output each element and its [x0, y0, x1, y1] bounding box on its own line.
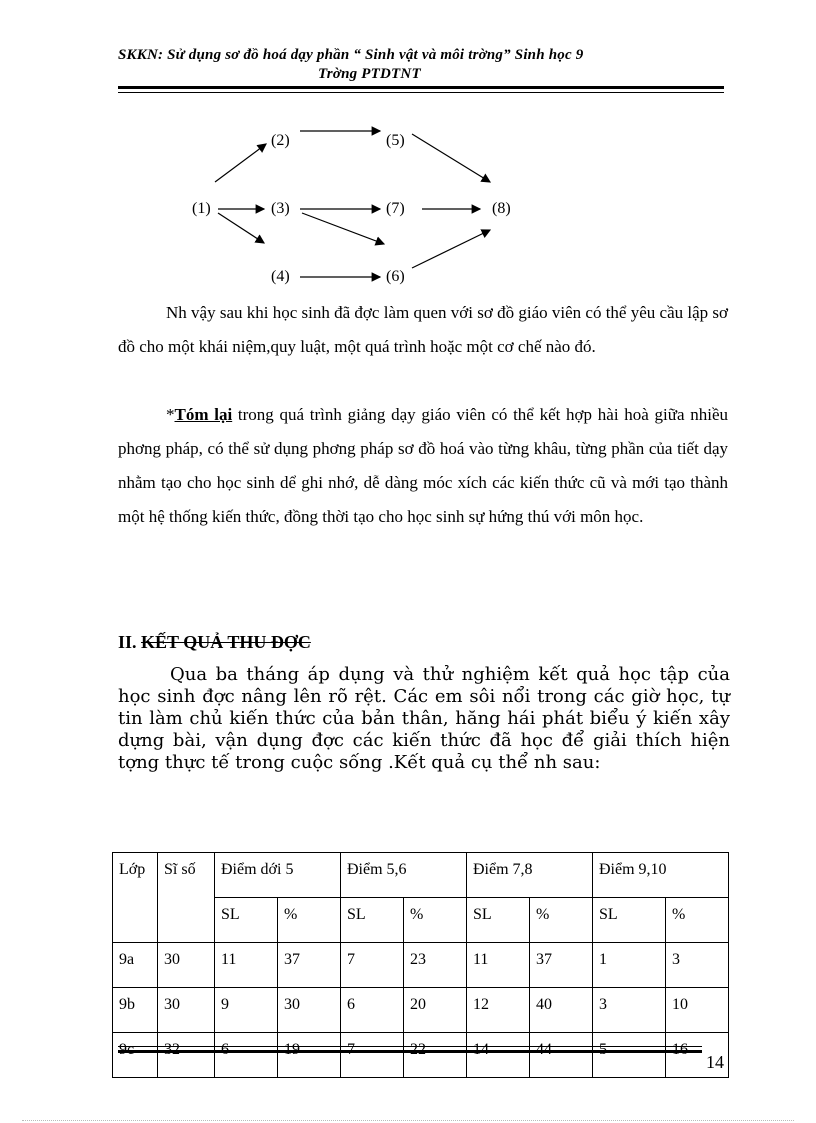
table-cell: [467, 1033, 530, 1078]
table-cell: [278, 1033, 341, 1078]
page-bottom-border: [22, 1120, 794, 1121]
table-cell: [215, 1033, 278, 1078]
summary-text: trong quá trình giảng dạy giáo viên có thể kết hợp hài hoà giữa nhiều phơng pháp, có thể sử dụng phơng pháp sơ đồ hoá vào từng khâu, từng phần của tiết dạy nhằm tạo cho học sinh dể ghi nhớ, dễ dàng móc xích các kiến thức cũ và mới tạo thành một hệ thống kiến thức, đồng thời tạo cho học sinh sự hứng thú với môn học.: [118, 405, 728, 526]
table-cell: 3: [666, 943, 729, 988]
subheader-sl: SL: [467, 898, 530, 943]
arrow-6-8: [412, 230, 490, 268]
section-heading: [118, 632, 311, 653]
table-cell: 30: [278, 988, 341, 1033]
table-cell: 12: [467, 988, 530, 1033]
table-cell: 11: [467, 943, 530, 988]
header-5-6: Điểm 5,6: [341, 853, 467, 898]
node-7: (7): [386, 200, 405, 217]
header-title: SKKN: Sử dụng sơ đồ hoá dạy phần “ Sinh vật và môi trờng” Sinh học 9: [118, 47, 584, 63]
header-count: Sĩ số: [158, 853, 215, 943]
page-number: 14: [706, 1052, 724, 1072]
table-cell: 30: [158, 943, 215, 988]
node-8: (8): [492, 200, 511, 217]
table-cell: 30: [158, 988, 215, 1033]
flow-diagram: [180, 120, 540, 300]
diagram-arrows: [180, 120, 540, 300]
footer-rule: [118, 1046, 702, 1047]
table-cell: 37: [530, 943, 593, 988]
table-row: [113, 1033, 729, 1078]
subheader-percent: %: [666, 898, 729, 943]
node-4: (4): [271, 268, 290, 285]
table-cell: 20: [404, 988, 467, 1033]
table-cell: 3: [593, 988, 666, 1033]
table-cell: 6: [341, 988, 404, 1033]
table-cell: [404, 1033, 467, 1078]
table-cell: 1: [593, 943, 666, 988]
header-rule: [118, 86, 724, 89]
arrow-3-6: [302, 213, 384, 244]
arrow-1-4: [218, 213, 264, 243]
table-row: [113, 943, 729, 988]
subheader-percent: %: [404, 898, 467, 943]
table-cell: 9a: [113, 943, 158, 988]
node-1: (1): [192, 200, 211, 217]
results-table: [112, 852, 729, 1078]
header-rule-thin: [118, 92, 724, 93]
page-header: [118, 46, 718, 84]
paragraph-text: Nh vậy sau khi học sinh đã đợc làm quen với sơ đồ giáo viên có thể yêu cầu lập sơ đồ cho một khái niệm,quy luật, một quá trình hoặc một cơ chế nào đó.: [118, 303, 728, 356]
section-body: [118, 664, 730, 774]
table-cell: [341, 1033, 404, 1078]
table-cell: 23: [404, 943, 467, 988]
subheader-sl: SL: [593, 898, 666, 943]
table-cell: 9: [215, 988, 278, 1033]
table-cell: [158, 1033, 215, 1078]
subheader-sl: SL: [341, 898, 404, 943]
section-title: KẾT QUẢ THU ĐỢC: [141, 632, 311, 652]
table-cell: 7: [341, 943, 404, 988]
table-cell: [593, 1033, 666, 1078]
arrow-5-8: [412, 134, 490, 182]
table-cell: 9b: [113, 988, 158, 1033]
paragraph-summary: [118, 398, 728, 534]
table-cell: 40: [530, 988, 593, 1033]
header-9-10: Điểm 9,10: [593, 853, 729, 898]
table-header-row: [113, 853, 729, 898]
node-2: (2): [271, 132, 290, 149]
summary-asterisk: *: [166, 405, 175, 424]
section-number: II.: [118, 632, 137, 652]
summary-label: Tóm lại: [174, 405, 233, 424]
subheader-sl: SL: [215, 898, 278, 943]
header-class: Lớp: [113, 853, 158, 943]
table-row: [113, 988, 729, 1033]
table-cell: 11: [215, 943, 278, 988]
table-cell: 10: [666, 988, 729, 1033]
arrow-1-2: [215, 144, 266, 182]
header-below-5: Điểm dới 5: [215, 853, 341, 898]
subheader-percent: %: [530, 898, 593, 943]
node-6: (6): [386, 268, 405, 285]
paragraph-sodo: [118, 296, 728, 364]
table-cell: 37: [278, 943, 341, 988]
footer-rule-thick: [118, 1050, 702, 1053]
node-3: (3): [271, 200, 290, 217]
header-7-8: Điểm 7,8: [467, 853, 593, 898]
header-school: Trờng PTDTNT: [318, 66, 421, 82]
table-cell: [113, 1033, 158, 1078]
subheader-percent: %: [278, 898, 341, 943]
table-cell: [530, 1033, 593, 1078]
node-5: (5): [386, 132, 405, 149]
section-body-text: Qua ba tháng áp dụng và thử nghiệm kết quả học tập của học sinh đợc nâng lên rõ rệt. Các em sôi nổi trong các giờ học, tự tin làm chủ kiến thức của bản thân, hăng hái phát biểu ý kiến xây dựng bài, vận dụng đợc các kiến thức đã học để giải thích hiện tợng thực tế trong cuộc sống .Kết quả cụ thể nh sau:: [118, 664, 730, 773]
